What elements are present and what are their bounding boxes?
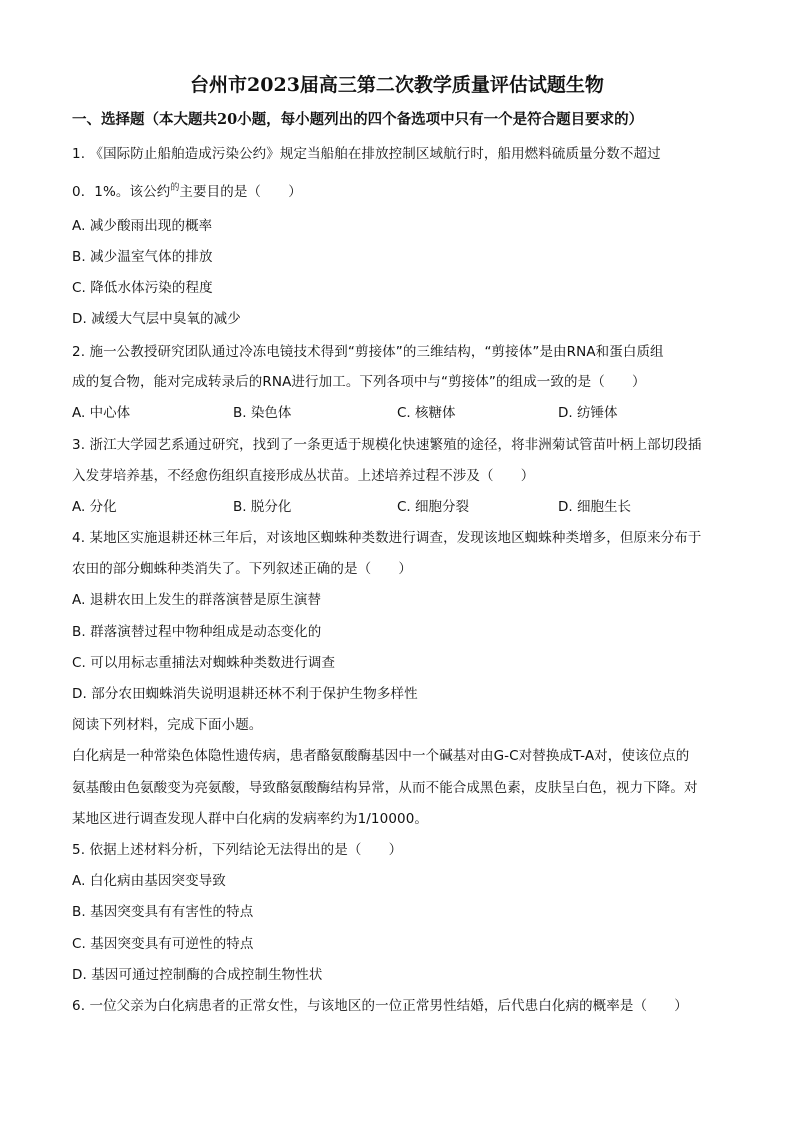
material-intro: 阅读下列材料，完成下面小题。 [72, 717, 263, 733]
q4-option-a: A. 退耕农田上发生的群落演替是原生演替 [72, 592, 322, 608]
q2-option-a: A. 中心体 [72, 405, 131, 421]
q1-option-c: C. 降低水体污染的程度 [72, 280, 213, 296]
material-line-2: 氨基酸由色氨酸变为亮氨酸，导致酪氨酸酶结构异常，从而不能合成黑色素，皮肤呈白色，视力下降。对 [72, 780, 698, 796]
q6-line-1: 6. 一位父亲为白化病患者的正常女性，与该地区的一位正常男性结婚，后代患白化病的概率是（ ） [72, 998, 688, 1014]
q3-option-c: C. 细胞分裂 [397, 499, 470, 515]
q3-option-b: B. 脱分化 [233, 499, 292, 515]
q1-line-1: 1. 《国际防止船舶造成污染公约》规定当船舶在排放控制区域航行时，船用燃料硫质量分数不超过 [72, 146, 661, 162]
section-heading: 一、选择题（本大题共20小题，每小题列出的四个备选项中只有一个是符合题目要求的） [72, 111, 644, 128]
q1-option-d: D. 减缓大气层中臭氧的减少 [72, 311, 241, 327]
q3-line-2: 入发芽培养基，不经愈伤组织直接形成丛状苗。上述培养过程不涉及（ ） [72, 468, 535, 484]
q5-option-a: A. 白化病由基因突变导致 [72, 873, 226, 889]
q3-line-1: 3. 浙江大学园艺系通过研究，找到了一条更适于规模化快速繁殖的途径，将非洲菊试管苗叶柄上部切段插 [72, 437, 702, 453]
q3-option-d: D. 细胞生长 [558, 499, 631, 515]
page-title: 台州市2023届高三第二次教学质量评估试题生物 [190, 74, 604, 96]
q5-line-1: 5. 依据上述材料分析，下列结论无法得出的是（ ） [72, 842, 403, 858]
material-line-3: 某地区进行调查发现人群中白化病的发病率约为1/10000。 [72, 811, 428, 827]
q1-option-a: A. 减少酸雨出现的概率 [72, 218, 213, 234]
q4-line-1: 4. 某地区实施退耕还林三年后，对该地区蜘蛛种类数进行调查，发现该地区蜘蛛种类增多，但原来分布于 [72, 530, 702, 546]
q2-line-2: 成的复合物，能对完成转录后的RNA进行加工。下列各项中与“剪接体”的组成一致的是（ ） [72, 374, 646, 390]
q5-option-d: D. 基因可通过控制酶的合成控制生物性状 [72, 967, 323, 983]
q4-option-c: C. 可以用标志重捕法对蜘蛛种类数进行调查 [72, 655, 336, 671]
q2-option-d: D. 纺锤体 [558, 405, 618, 421]
q5-option-c: C. 基因突变具有可逆性的特点 [72, 936, 254, 952]
q1-option-b: B. 减少温室气体的排放 [72, 249, 213, 265]
material-line-1: 白化病是一种常染色体隐性遗传病，患者酪氨酸酶基因中一个碱基对由G-C对替换成T-A对，使该位点的 [72, 748, 690, 764]
q2-line-1: 2. 施一公教授研究团队通过冷冻电镜技术得到“剪接体”的三维结构，“剪接体”是由RNA和蛋白质组 [72, 344, 664, 360]
q4-option-d: D. 部分农田蜘蛛消失说明退耕还林不利于保护生物多样性 [72, 686, 418, 702]
q2-option-b: B. 染色体 [233, 405, 292, 421]
q1-line-2: 0．1%。该公约$^的$主要目的是（ ） [72, 183, 302, 200]
q5-option-b: B. 基因突变具有有害性的特点 [72, 904, 254, 920]
q3-option-a: A. 分化 [72, 499, 117, 515]
q2-option-c: C. 核糖体 [397, 405, 456, 421]
q4-line-2: 农田的部分蜘蛛种类消失了。下列叙述正确的是（ ） [72, 561, 412, 577]
q4-option-b: B. 群落演替过程中物种组成是动态变化的 [72, 624, 322, 640]
